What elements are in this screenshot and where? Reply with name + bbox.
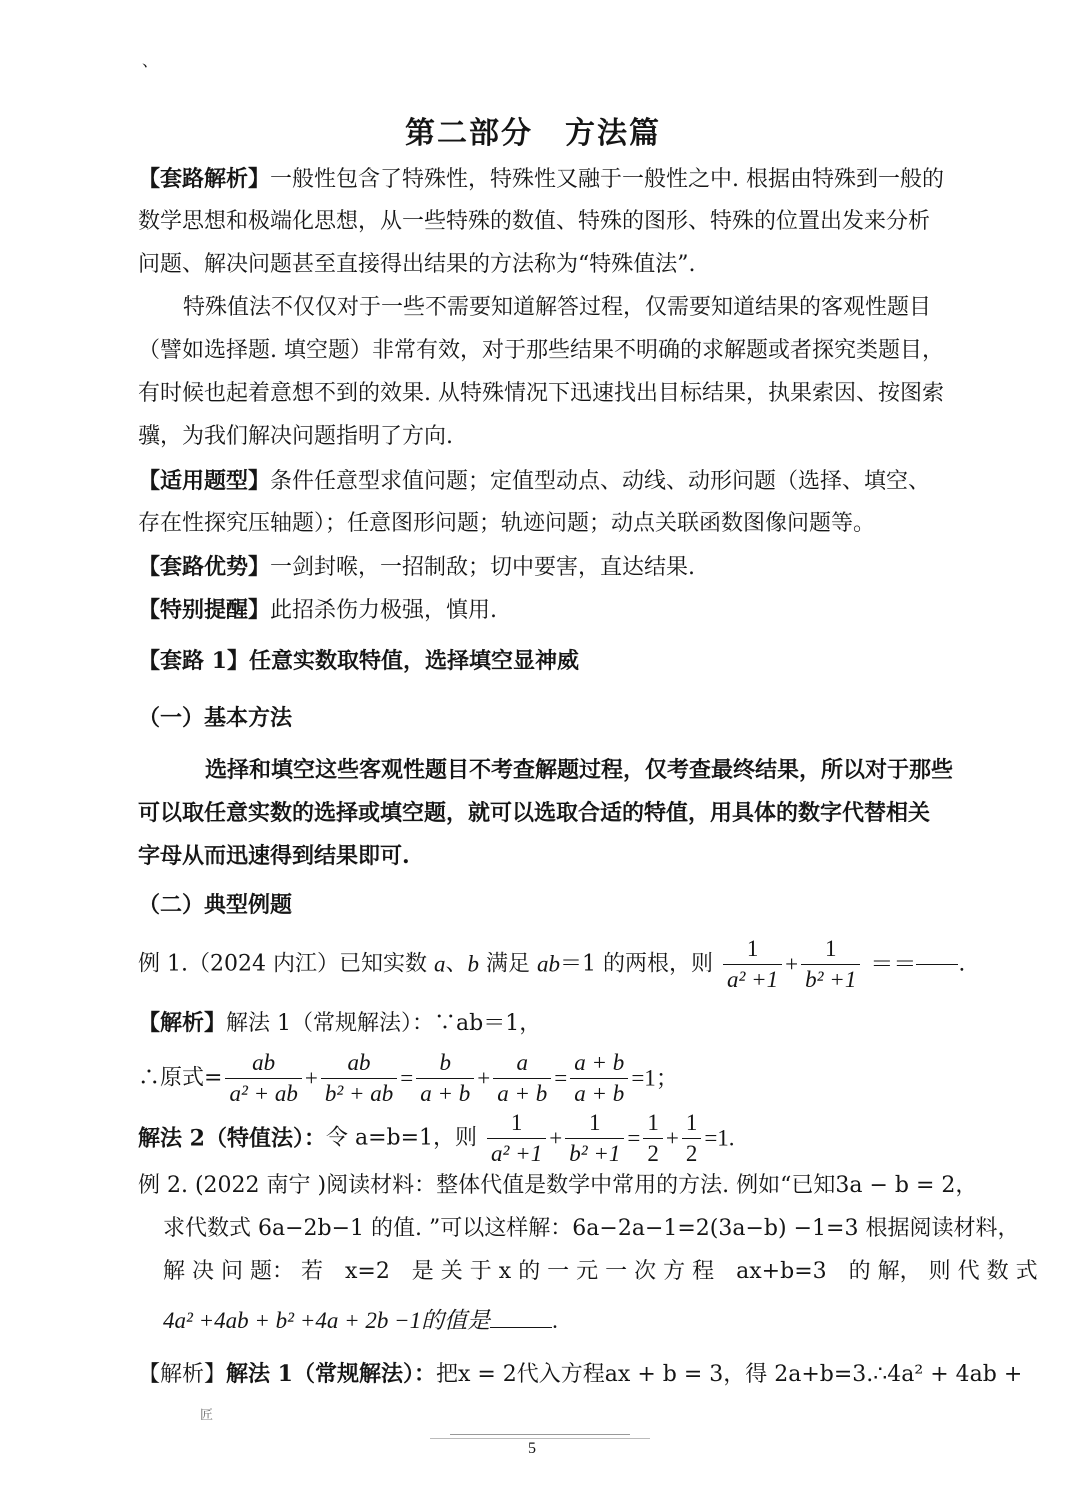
analysis-line2: 数学思想和极端化思想，从一些特殊的数值、特殊的图形、特殊的位置出发来分析: [138, 209, 931, 234]
solution1-term1: [225, 1050, 301, 1107]
example1-var-b: b: [467, 951, 479, 977]
example2-expression: 4a² +4ab + b² +4a + 2b −1的值是: [163, 1308, 491, 1333]
applicable-line1: 条件任意型求值问题；定值型动点、动线、动形问题（选择、填空、: [270, 469, 931, 494]
solution1-method2-label: 解法 2（特值法）：: [138, 1125, 326, 1152]
example1-end: .: [958, 951, 966, 977]
basic-method-line2: 可以取任意实数的选择或填空题，就可以选取合适的特值，用具体的数字代替相关: [138, 800, 931, 826]
solution1-term3: [416, 1050, 474, 1107]
solution1-line1: [138, 1010, 541, 1037]
solution1-m2-half1: [643, 1110, 663, 1167]
applicable-line2: 存在性探究压轴题）；任意图形问题；轨迹问题；动点关联函数图像问题等。: [138, 511, 876, 536]
solution1-term1-num: ab: [225, 1050, 301, 1079]
solution1-m2-h2-den: 2: [685, 1141, 698, 1166]
reminder-label: 【特别提醒】: [138, 597, 271, 623]
example1: [138, 936, 965, 993]
example1-f1-num: 1: [723, 936, 782, 965]
solution1-method1: 解法 1（常规解法）：∵ab＝1，: [226, 1011, 542, 1036]
advantage-paragraph: [138, 554, 695, 581]
solution1-term5: [570, 1050, 628, 1107]
analysis-para2-line1: 特殊值法不仅仅对于一些不需要知道解答过程，仅需要知道结果的客观性题目: [183, 295, 932, 320]
solution1-m2-half2: [682, 1110, 702, 1167]
footer-rule-bottom: [430, 1438, 650, 1439]
example2-end: .: [552, 1308, 558, 1333]
solution1-m2-fraction2: [565, 1110, 624, 1167]
example1-fraction-1: [723, 936, 782, 993]
reminder-text: 此招杀伤力极强，慎用.: [270, 598, 498, 623]
example2-answer-blank: [490, 1327, 552, 1328]
routine1-heading: 【套路 1】任意实数取特值，选择填空显神威: [138, 648, 579, 674]
basic-method-line1: 选择和填空这些客观性题目不考查解题过程，仅考查最终结果，所以对于那些: [205, 757, 954, 783]
footer-rule-top: [450, 1434, 630, 1435]
corner-mark: 、: [142, 51, 159, 70]
basic-method-line3: 字母从而迅速得到结果即可.: [138, 843, 410, 869]
solution2-label: 【解析】: [138, 1362, 227, 1387]
example1-plus: +: [785, 951, 799, 977]
example1-sep: 、: [445, 951, 468, 977]
solution1-method2-text: 令 a=b=1，则: [325, 1125, 478, 1151]
solution1-term3-den: a + b: [420, 1081, 471, 1106]
solution1-term4-num: a: [493, 1050, 551, 1079]
solution2-text: 把x = 2代入方程ax + b = 3，得 2a+b=3.∴4a² + 4ab +: [435, 1362, 1023, 1387]
example1-f2-num: 1: [801, 936, 860, 965]
basic-method-heading: （一）基本方法: [138, 705, 293, 731]
example1-var-a: a: [433, 951, 446, 977]
solution1-m2-f2-den: b² +1: [569, 1141, 621, 1166]
analysis-label: 【套路解析】: [138, 166, 271, 192]
solution2-method-label: 解法 1（常规解法）：: [226, 1361, 436, 1387]
example1-f1-den: a² +1: [727, 967, 779, 992]
advantage-label: 【套路优势】: [138, 554, 271, 580]
solution1-m2-h1-den: 2: [647, 1141, 659, 1166]
example2-line4: [163, 1308, 558, 1334]
solution1-m2-result: =1.: [704, 1125, 735, 1151]
analysis-line3: 问题、解决问题甚至直接得出结果的方法称为“特殊值法”.: [138, 252, 696, 277]
page-number: 5: [528, 1440, 536, 1457]
bottom-mark: 匠: [200, 1408, 214, 1423]
solution1-term2: [321, 1050, 397, 1107]
solution2-line: [138, 1361, 1022, 1388]
reminder-paragraph: [138, 597, 497, 624]
solution1-term1-den: a² + ab: [229, 1081, 298, 1106]
solution1-m2-fraction1: [487, 1110, 546, 1167]
advantage-text: 一剑封喉，一招制敌；切中要害，直达结果.: [270, 555, 696, 580]
example1-fraction-2: [801, 936, 860, 993]
example1-equals: ＝＝: [870, 951, 917, 977]
solution1-therefore: ∴原式=: [138, 1065, 223, 1091]
solution1-m2-f1-den: a² +1: [491, 1141, 543, 1166]
solution1-label: 【解析】: [138, 1010, 227, 1036]
example2-line2: 求代数式 6a−2b−1 的值. ”可以这样解：6a−2a−1=2(3a−b) −1=3 根据阅读材料，: [163, 1216, 1020, 1241]
solution1-m2-f1-num: 1: [487, 1110, 546, 1139]
analysis-para2-line4: 骥，为我们解决问题指明了方向.: [138, 424, 453, 449]
solution1-term2-den: b² + ab: [324, 1081, 394, 1106]
analysis-para2-line2: （譬如选择题. 填空题）非常有效，对于那些结果不明确的求解题或者探究类题目，: [138, 338, 944, 363]
example1-answer-blank: [916, 964, 958, 965]
solution1-term4-den: a + b: [497, 1081, 548, 1106]
solution1-term4: [493, 1050, 551, 1107]
analysis-line1: 一般性包含了特殊性，特殊性又融于一般性之中. 根据由特殊到一般的: [270, 167, 945, 192]
example1-f2-den: b² +1: [805, 967, 857, 992]
applicable-label: 【适用题型】: [138, 468, 271, 494]
solution1-term3-num: b: [416, 1050, 474, 1079]
typical-examples-heading: （二）典型例题: [138, 892, 293, 918]
solution1-m2-h2-num: 1: [682, 1110, 702, 1139]
solution1-term5-num: a + b: [570, 1050, 628, 1079]
example1-prefix: 例 1.（2024 内江）已知实数: [138, 951, 427, 977]
page-title: 第二部分 方法篇: [405, 116, 661, 151]
solution1-result: =1；: [631, 1065, 679, 1091]
example1-mid: 满足: [485, 951, 530, 977]
solution1-method2: 解法 2（特值法）：令 a=b=1，则 $\frac{1}{\text{a² +1}}$ + $\frac{1}{\text{b² +1}}$ = $\frac{1}{2}$ + $\frac{1}{2}$ =1.: [138, 1110, 735, 1166]
example2-line3: 解 决 问 题： 若 x=2 是 关 于 x 的 一 元 一 次 方 程 ax+b=3 的 解， 则 代 数 式: [163, 1259, 1038, 1284]
solution1-m2-h1-num: 1: [643, 1110, 663, 1139]
applicable-paragraph: [138, 468, 930, 495]
solution1-term5-den: a + b: [574, 1081, 625, 1106]
solution1-m2-f2-num: 1: [565, 1110, 624, 1139]
analysis-para2-line3: 有时候也起着意想不到的效果. 从特殊情况下迅速找出目标结果，执果索因、按图索: [138, 381, 944, 406]
analysis-paragraph: [138, 166, 944, 193]
example1-cond: ab: [537, 951, 560, 977]
example2-line1: 例 2. (2022 南宁 )阅读材料：整体代值是数学中常用的方法. 例如“已知3a − b = 2，: [138, 1173, 978, 1198]
example1-cond-eq: ＝1 的两根，则: [560, 951, 713, 977]
solution1-term2-num: ab: [321, 1050, 397, 1079]
solution1-derivation: ∴原式= $\frac{ab}{\text{a² + ab}}$ + $\frac{ab}{\text{b² + ab}}$ = $\frac{b}{a + b}$ + $\frac{a}{a + b}$ = $\frac{a + b}{a + b}$ =1；: [138, 1050, 679, 1106]
